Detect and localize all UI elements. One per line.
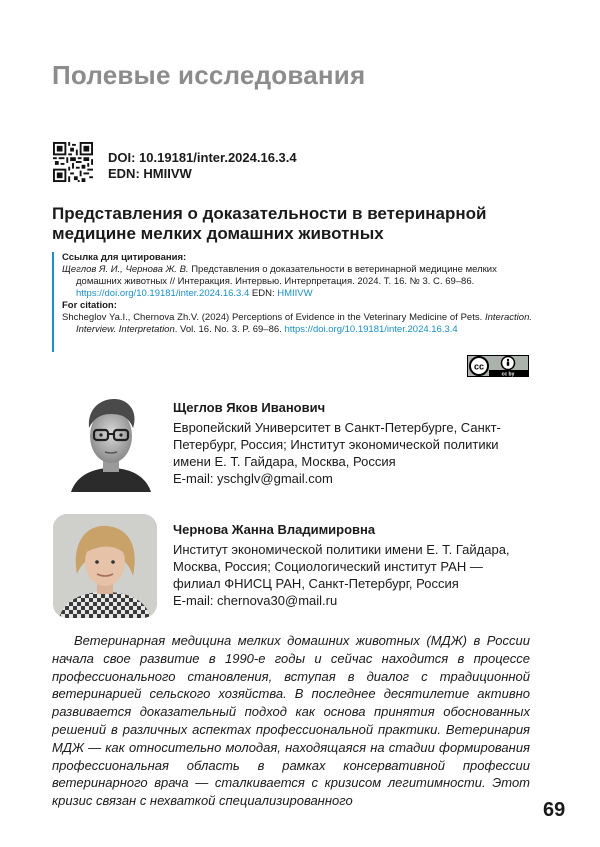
edn-label: EDN: HMIIVW xyxy=(108,166,192,181)
citation-en-doi-link[interactable]: https://doi.org/10.19181/inter.2024.16.3.4 xyxy=(284,324,458,335)
citation-en-label: For citation: xyxy=(62,300,117,311)
citation-ru-authors: Щеглов Я. И., Чернова Ж. В. xyxy=(62,264,189,275)
citation-ru-edn-link[interactable]: HMIIVW xyxy=(277,288,313,299)
cc-by-license-icon[interactable] xyxy=(467,355,529,377)
citation-ru xyxy=(62,264,532,300)
page-number: 69 xyxy=(543,799,566,821)
section-title: Полевые исследования xyxy=(52,60,366,90)
doi-label: DOI: 10.19181/inter.2024.16.3.4 xyxy=(108,150,297,165)
author-photo-chernova xyxy=(53,514,157,618)
article-title-line2: медицине мелких домашних животных xyxy=(52,224,384,243)
cc-badge-text: cc by xyxy=(501,371,515,377)
author-affiliation: Институт экономической политики имени Е. Т. Гайдара, Москва, Россия; Социологический институт РАН — филиал ФНИСЦ РАН, Санкт-Петербург, Россия xyxy=(173,542,510,591)
citation-ru-text: Представления о доказательности в ветеринарной медицине мелких домашних животных // Интеракция. Интервью. Интерпретация. 2024. Т. 16. № 3. С. 69–86. xyxy=(76,264,497,287)
citation-en-text-a: Shcheglov Ya.I., Chernova Zh.V. (2024) Perceptions of Evidence in the Veterinary Medicine of Pets. xyxy=(62,312,485,323)
citation-en xyxy=(62,312,532,336)
avatar xyxy=(67,392,155,492)
article-identifiers xyxy=(108,150,297,182)
svg-text:cc: cc xyxy=(473,361,485,372)
article-title-line1: Представления о доказательности в ветеринарной xyxy=(52,204,487,223)
author-email[interactable]: E-mail: chernova30@mail.ru xyxy=(173,593,338,608)
abstract-text: Ветеринарная медицина мелких домашних животных (МДЖ) в России начала свое развитие в 1990-е годы и сейчас находится в процессе профессионального становления, вступая в диалог с традиционной ветеринарией сельского хозяйства. В последнее десятилетие активно развивается доказательный подход как основа принятия обоснованных решений в различных аспектах профессиональной практики. Ветеринария МДЖ — как относительно молодая, находящаяся на стадии формирования профессиональная область в рамках консервативной профессии ветеринарного врача — сталкивается с кризисом легитимности. Этот кризис связан с нехваткой специализированного xyxy=(52,633,530,809)
avatar xyxy=(53,514,157,618)
author-name: Чернова Жанна Владимировна xyxy=(173,522,376,537)
qr-code-icon xyxy=(53,142,93,182)
citation-ru-edn-prefix: EDN: xyxy=(249,288,278,299)
author-name: Щеглов Яков Иванович xyxy=(173,400,326,415)
author-email[interactable]: E-mail: yschglv@gmail.com xyxy=(173,471,333,486)
article-title xyxy=(52,204,542,244)
author-affiliation: Европейский Университет в Санкт-Петербурге, Санкт-Петербург, Россия; Институт экономической политики имени Е. Т. Гайдара, Москва, Россия xyxy=(173,420,501,469)
citation-en-journal: Interaction. Interview. Interpretation xyxy=(76,312,532,335)
author-photo-shcheglov xyxy=(67,392,155,492)
citation-block xyxy=(52,252,532,352)
citation-en-text-b: . Vol. 16. No. 3. P. 69–86. xyxy=(174,324,285,335)
citation-ru-label: Ссылка для цитирования: xyxy=(62,252,187,263)
citation-ru-doi-link[interactable]: https://doi.org/10.19181/inter.2024.16.3.4 xyxy=(76,288,250,299)
